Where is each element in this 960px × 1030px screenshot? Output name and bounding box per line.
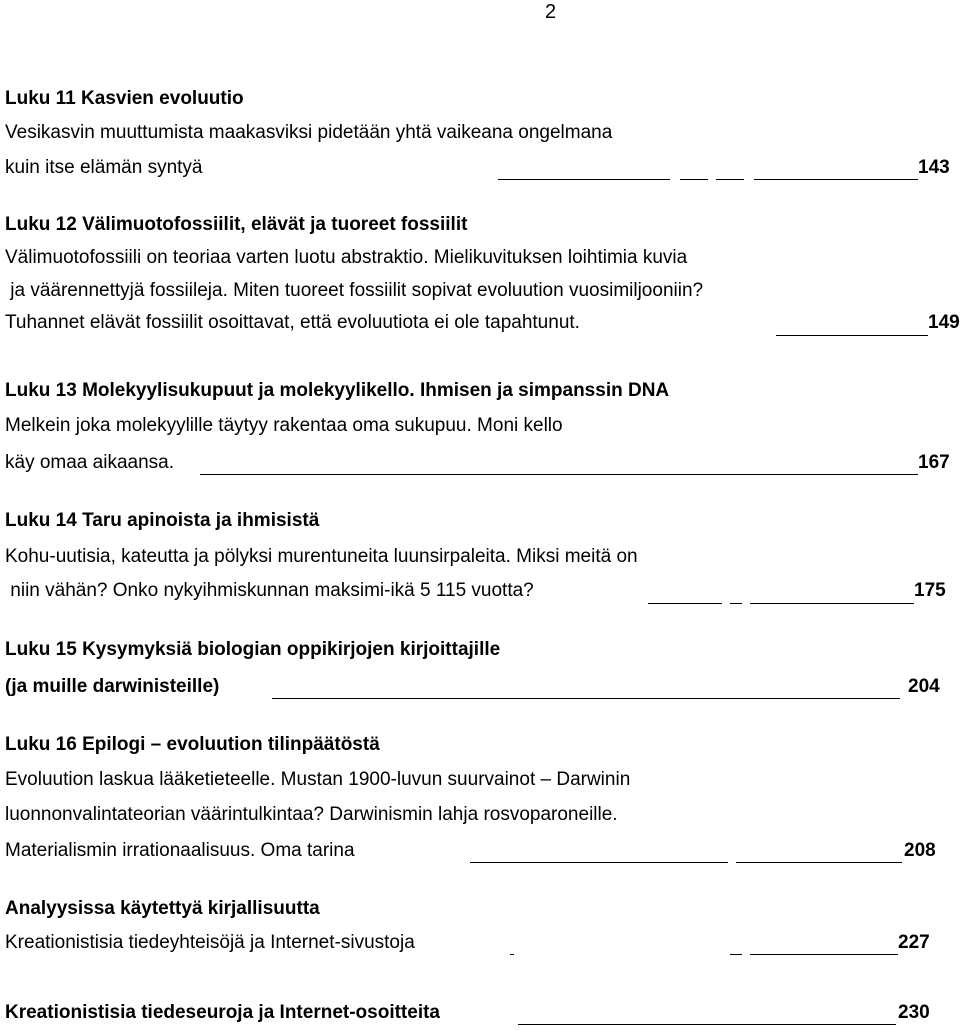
page-ref: 175	[914, 580, 946, 601]
leader-line	[498, 179, 670, 180]
section-heading: Kreationistisia tiedeseuroja ja Internet-osoitteita	[5, 1002, 440, 1023]
chapter-description-line: Melkein joka molekyylille täytyy rakentaa oma sukupuu. Moni kello	[5, 415, 563, 436]
leader-line	[470, 862, 728, 863]
chapter-heading: Luku 15 Kysymyksiä biologian oppikirjojen kirjoittajille	[5, 639, 501, 660]
chapter-heading: Luku 12 Välimuotofossiilit, elävät ja tuoreet fossiilit	[5, 214, 468, 235]
chapter-description-line: Evoluution laskua lääketieteelle. Mustan 1900-luvun suurvainot – Darwinin	[5, 769, 631, 790]
chapter-description-line: luonnonvalintateorian väärintulkintaa? Darwinismin lahja rosvoparoneille.	[5, 804, 618, 825]
chapter-heading: Luku 16 Epilogi – evoluution tilinpäätöstä	[5, 734, 380, 755]
chapter-description-line: ja väärennettyjä fossiileja. Miten tuoreet fossiilit sopivat evoluution vuosimiljooniin?	[5, 280, 704, 301]
leader-line	[754, 179, 918, 180]
leader-line	[776, 335, 928, 336]
section-description-line: Kreationistisia tiedeyhteisöjä ja Internet-sivustoja	[5, 932, 415, 953]
page-ref: 167	[918, 452, 950, 473]
chapter-heading: Luku 13 Molekyylisukupuut ja molekyylikello. Ihmisen ja simpanssin DNA	[5, 380, 670, 401]
chapter-heading: Luku 14 Taru apinoista ja ihmisistä	[5, 510, 320, 531]
leader-line	[750, 954, 898, 955]
page-ref: 149	[928, 312, 960, 333]
chapter-description-line: (ja muille darwinisteille)	[5, 676, 220, 697]
chapter-description-line: kuin itse elämän syntyä	[5, 157, 203, 178]
leader-line	[680, 179, 708, 180]
leader-line	[518, 1024, 896, 1025]
page-number: 2	[545, 1, 557, 23]
leader-line	[648, 603, 722, 604]
section-heading: Analyysissa käytettyä kirjallisuutta	[5, 898, 320, 919]
leader-line	[272, 698, 900, 699]
leader-line	[730, 954, 742, 955]
chapter-description-line: niin vähän? Onko nykyihmiskunnan maksimi-ikä 5 115 vuotta?	[5, 580, 534, 601]
chapter-description-line: Tuhannet elävät fossiilit osoittavat, että evoluutiota ei ole tapahtunut.	[5, 312, 580, 333]
page-ref: 230	[898, 1002, 930, 1023]
leader-line	[200, 474, 918, 475]
chapter-description-line: Vesikasvin muuttumista maakasviksi pidetään yhtä vaikeana ongelmana	[5, 122, 613, 143]
chapter-description-line: Välimuotofossiili on teoriaa varten luotu abstraktio. Mielikuvituksen loihtimia kuvia	[5, 247, 688, 268]
page-ref: 208	[904, 840, 936, 861]
chapter-description-line: käy omaa aikaansa.	[5, 452, 174, 473]
leader-line	[730, 603, 742, 604]
chapter-description-line: Materialismin irrationaalisuus. Oma tarina	[5, 840, 355, 861]
chapter-description-line: Kohu-uutisia, kateutta ja pölyksi murentuneita luunsirpaleita. Miksi meitä on	[5, 546, 638, 567]
page-ref: 204	[908, 676, 940, 697]
leader-line	[716, 179, 744, 180]
leader-line	[510, 954, 514, 955]
chapter-heading: Luku 11 Kasvien evoluutio	[5, 88, 244, 109]
leader-line	[750, 603, 914, 604]
page-ref: 227	[898, 932, 930, 953]
leader-line	[736, 862, 902, 863]
page-ref: 143	[918, 157, 950, 178]
